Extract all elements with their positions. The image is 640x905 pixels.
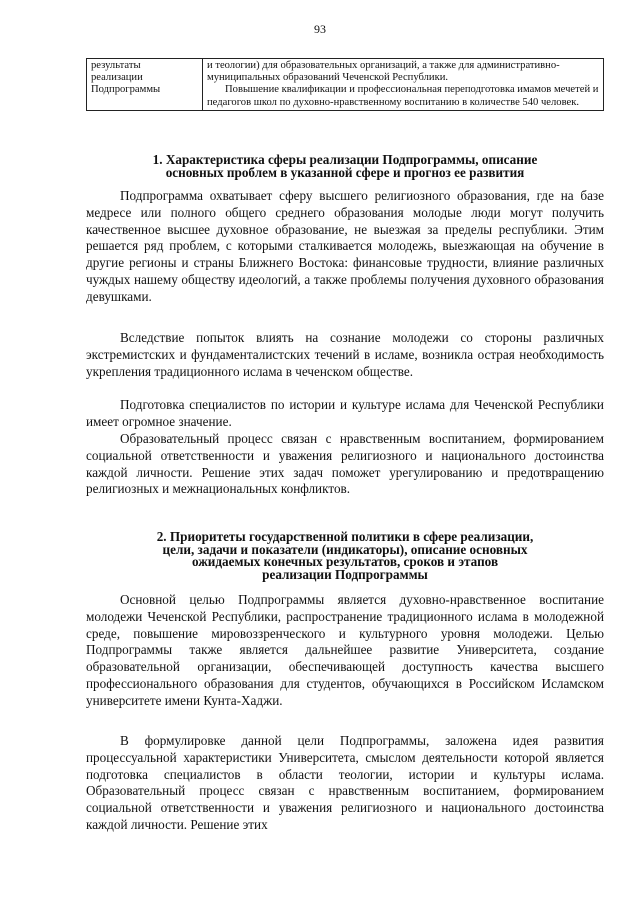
table-cell-label: результаты реализации Подпрограммы: [87, 59, 203, 111]
section1-heading-line1: 1. Характеристика сферы реализации Подпрограммы, описание: [152, 152, 538, 167]
table-cell-content: [203, 59, 604, 111]
section1-heading: [86, 154, 604, 179]
section2-heading-line2: цели, задачи и показатели (индикаторы), описание основных: [162, 541, 528, 557]
table-text-2: Повышение квалификации и профессиональная переподготовка имамов мечетей и педагогов школ по духовно-нравственному воспитанию в количестве 540 человек.: [207, 84, 599, 108]
section1-paragraph-1: Подпрограмма охватывает сферу высшего религиозного образования, где на базе медресе или полного общего среднего образования молодые люди могут получить качественное высшее духовное образование, не выезжая за пределы республики. Этим решается ряд проблем, с которыми сталкивается молодежь, выезжающая на обучение в другие регионы и страны Ближнего Востока: финансовые трудности, влияние различных чуждых нашему обществу идеологий, а также проблемы получения духовного образования девушками.: [86, 188, 604, 304]
section2-paragraph-2: В формулировке данной цели Подпрограммы, заложена идея развития процессуальной характеристики Университета, смыслом деятельности которой является подготовка специалистов в области теологии, истории и культуры ислама. Образовательный процесс связан с нравственным воспитанием, формированием социальной ответственности и уважения религиозного и национального достоинства каждой личности. Решение этих: [86, 733, 604, 832]
page-number: 93: [314, 22, 326, 36]
section1-heading-line2: основных проблем в указанной сфере и прогноз ее развития: [165, 164, 525, 180]
section2-heading-line3: ожидаемых конечных результатов, сроков и этапов: [191, 554, 499, 570]
section2-heading-line1: 2. Приоритеты государственной политики в сфере реализации,: [156, 529, 534, 544]
results-table: [86, 58, 604, 111]
table-row: [87, 59, 604, 111]
section2-heading-line4: реализации Подпрограммы: [262, 566, 428, 582]
section1-paragraph-3: Подготовка специалистов по истории и культуре ислама для Чеченской Республики имеет огромное значение.: [86, 397, 604, 429]
section2-heading: [86, 531, 604, 581]
section1-paragraph-2: Вследствие попыток влиять на сознание молодежи со стороны различных экстремистских и фундаменталистских течений в исламе, возникла острая необходимость укрепления традиционного ислама в чеченском обществе.: [86, 330, 604, 379]
table-text-1: и теологии) для образовательных организаций, а также для административно-муниципальных образований Чеченской Республики.: [207, 60, 560, 84]
section2-paragraph-1: Основной целью Подпрограммы является духовно-нравственное воспитание молодежи Чеченской Республики, распространение традиционного ислама в молодежной среде, повышение мировоззренческого и культурного уровня молодежи. Целью Подпрограммы также является дальнейшее развитие Университета, создание образовательной организации, обеспечивающей доступность качества высшего профессионального образования для студентов, обучающихся в Российском Исламском университете имени Кунта-Хаджи.: [86, 592, 604, 708]
section1-paragraph-4: Образовательный процесс связан с нравственным воспитанием, формированием социальной ответственности и уважения религиозного и национального достоинства каждой личности. Решение этих задач поможет урегулированию и предотвращению религиозных и межнациональных конфликтов.: [86, 431, 604, 497]
